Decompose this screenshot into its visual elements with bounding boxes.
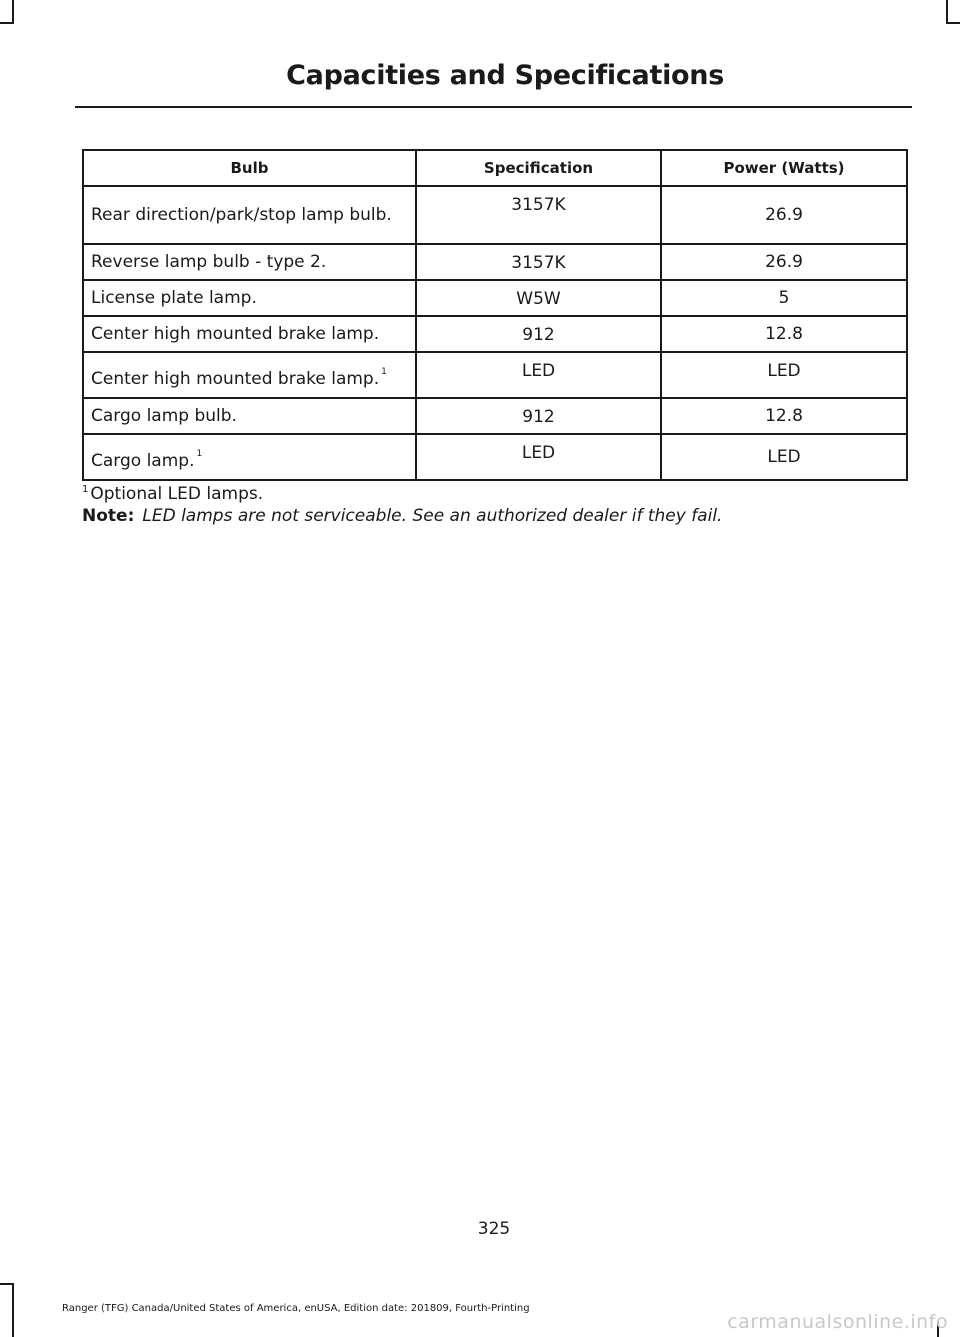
bulb-cell bbox=[83, 434, 416, 480]
footnote-number: 1 bbox=[82, 484, 89, 496]
edition-footer: Ranger (TFG) Canada/United States of America, enUSA, Edition date: 201809, Fourth-Printing bbox=[62, 1303, 530, 1314]
crop-mark bbox=[946, 0, 948, 24]
crop-mark bbox=[12, 0, 14, 24]
bulb-name: Rear direction/park/stop lamp bulb. bbox=[91, 205, 392, 225]
title-divider bbox=[75, 106, 912, 108]
bulb-cell bbox=[83, 352, 416, 398]
bulb-cell bbox=[83, 280, 416, 316]
table-header-row bbox=[83, 150, 907, 186]
bulb-cell bbox=[83, 186, 416, 244]
footnote-marker: 1 bbox=[381, 367, 387, 378]
page-number: 325 bbox=[477, 1219, 511, 1239]
bulb-name: License plate lamp. bbox=[91, 288, 257, 308]
bulb-name: Cargo lamp. bbox=[91, 451, 195, 471]
column-header-power: Power (Watts) bbox=[661, 150, 907, 186]
bulb-name: Center high mounted brake lamp. bbox=[91, 369, 380, 389]
spec-cell: LED bbox=[416, 434, 661, 480]
spec-cell: 3157K bbox=[416, 186, 661, 244]
bulb-cell bbox=[83, 316, 416, 352]
bulb-cell bbox=[83, 398, 416, 434]
bulb-name: Center high mounted brake lamp. bbox=[91, 324, 380, 344]
crop-mark bbox=[12, 1283, 14, 1337]
power-cell: LED bbox=[661, 352, 907, 398]
crop-mark bbox=[0, 22, 14, 24]
bulb-spec-table bbox=[82, 149, 908, 481]
footnote-text: Optional LED lamps. bbox=[90, 484, 264, 504]
note bbox=[82, 506, 722, 526]
power-cell: LED bbox=[661, 434, 907, 480]
bulb-name: Cargo lamp bulb. bbox=[91, 406, 237, 426]
spec-cell: W5W bbox=[416, 280, 661, 316]
spec-cell: LED bbox=[416, 352, 661, 398]
table-row bbox=[83, 186, 907, 244]
crop-mark bbox=[946, 22, 960, 24]
page-title: Capacities and Specifications bbox=[286, 60, 724, 91]
watermark: carmanualsonline.info bbox=[727, 1311, 948, 1333]
bulb-name: Reverse lamp bulb - type 2. bbox=[91, 252, 327, 272]
table-row bbox=[83, 316, 907, 352]
table-row bbox=[83, 398, 907, 434]
table-row bbox=[83, 434, 907, 480]
power-cell: 26.9 bbox=[661, 244, 907, 280]
spec-cell: 912 bbox=[416, 316, 661, 352]
footnote bbox=[82, 484, 263, 504]
bulb-cell bbox=[83, 244, 416, 280]
table-row bbox=[83, 244, 907, 280]
spec-cell: 3157K bbox=[416, 244, 661, 280]
footnote-marker: 1 bbox=[196, 449, 203, 460]
power-cell: 5 bbox=[661, 280, 907, 316]
crop-mark bbox=[0, 1283, 14, 1285]
power-cell: 26.9 bbox=[661, 186, 907, 244]
column-header-bulb: Bulb bbox=[83, 150, 416, 186]
column-header-specification: Specification bbox=[416, 150, 661, 186]
note-text: LED lamps are not serviceable. See an authorized dealer if they fail. bbox=[142, 506, 723, 526]
power-cell: 12.8 bbox=[661, 316, 907, 352]
table-row bbox=[83, 352, 907, 398]
spec-cell: 912 bbox=[416, 398, 661, 434]
table-row bbox=[83, 280, 907, 316]
note-label: Note: bbox=[82, 506, 135, 526]
power-cell: 12.8 bbox=[661, 398, 907, 434]
